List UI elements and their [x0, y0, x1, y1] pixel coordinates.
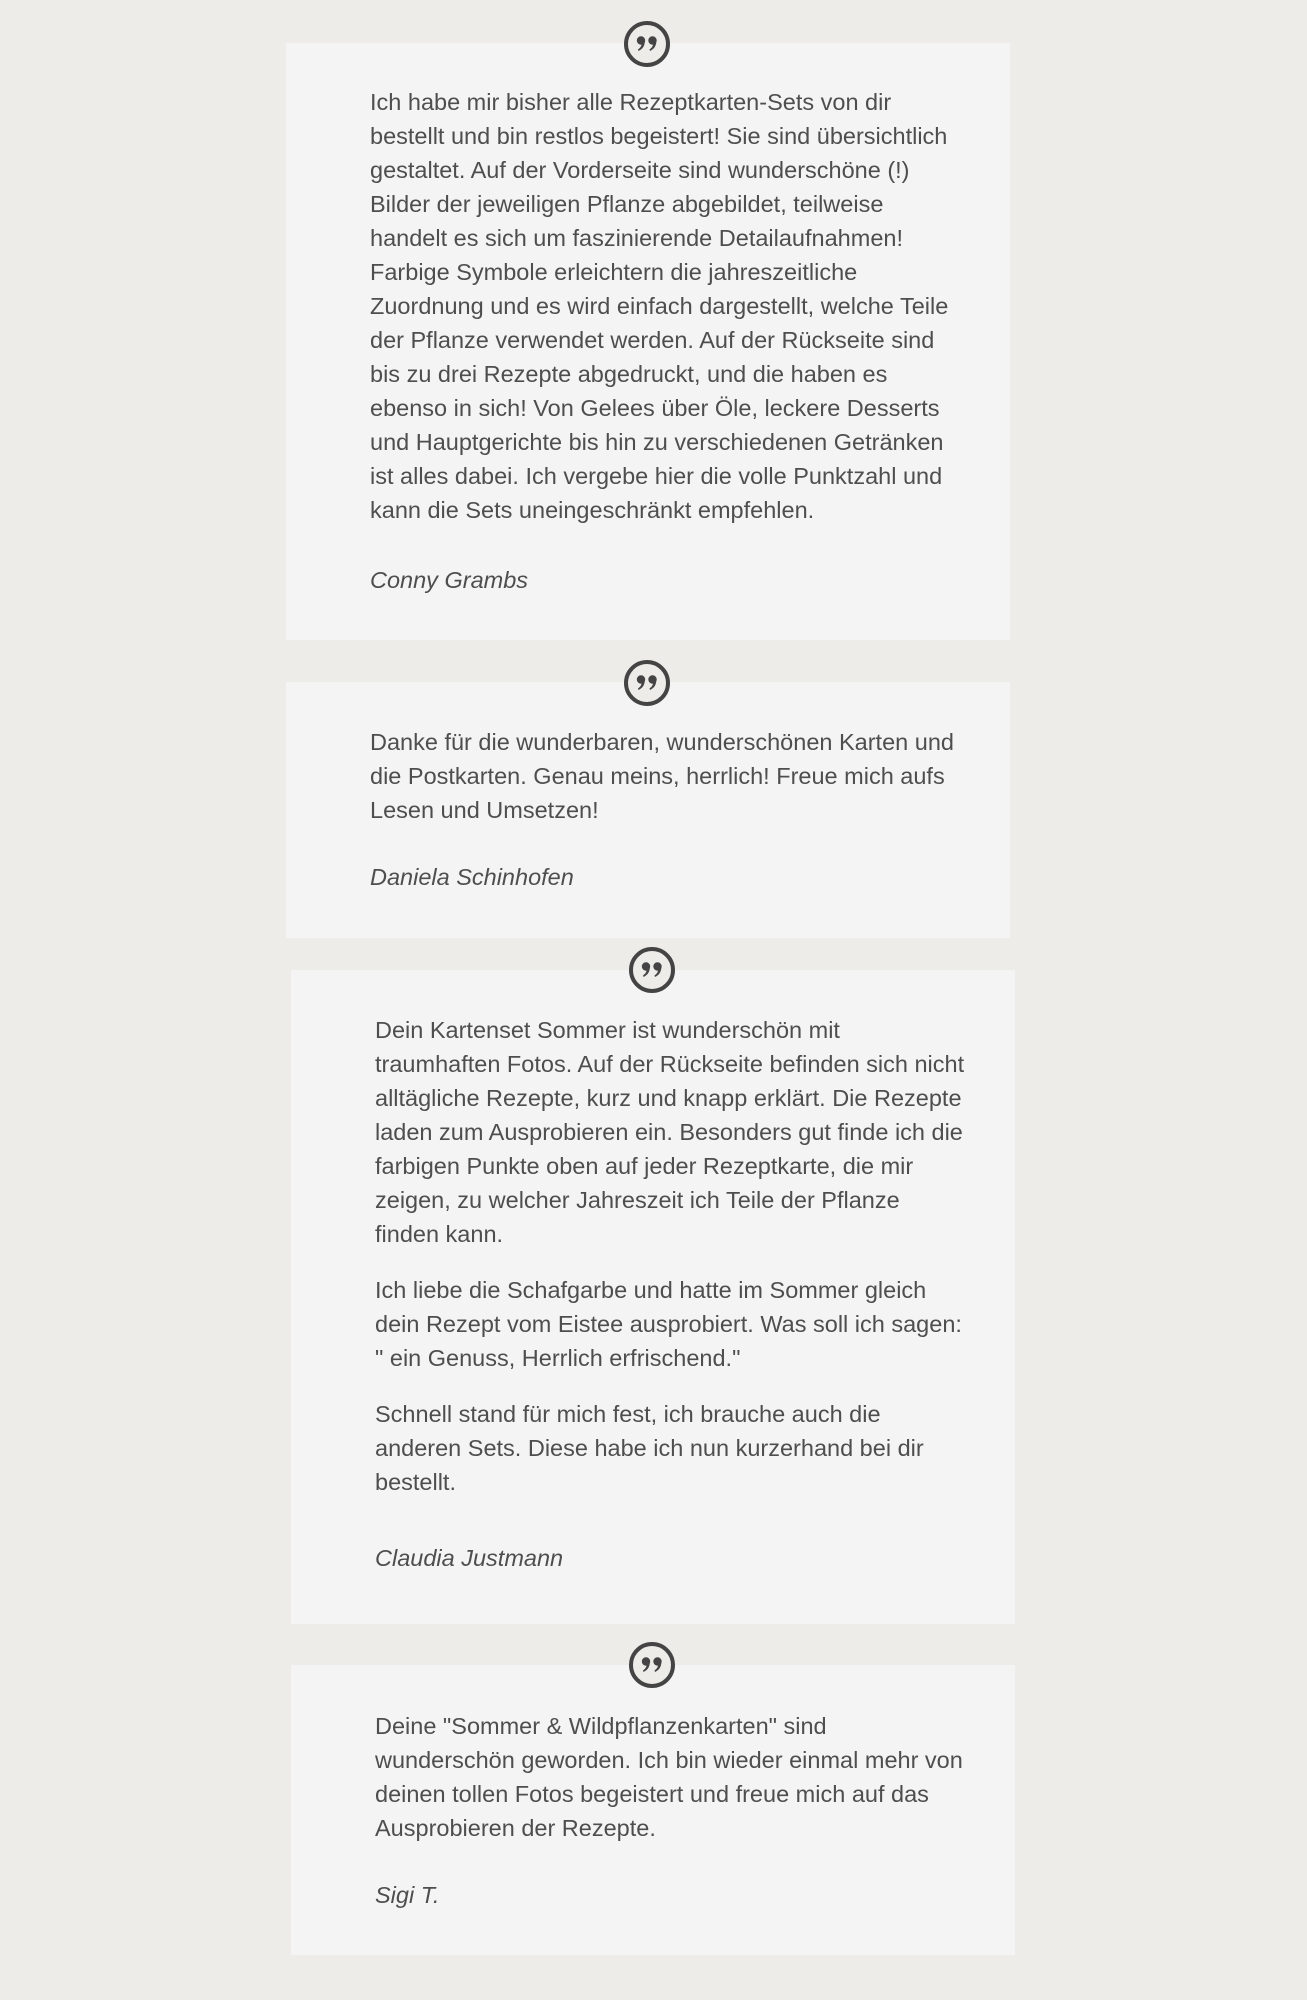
quote-icon	[624, 21, 670, 67]
testimonial-card	[291, 1665, 1015, 1955]
quote-icon	[629, 1642, 675, 1688]
quote-icon	[629, 947, 675, 993]
testimonial-paragraph: Ich liebe die Schafgarbe und hatte im Sommer gleich dein Rezept vom Eistee ausprobiert. Was soll ich sagen: " ein Genuss, Herrlich erfrischend."	[375, 1277, 969, 1371]
testimonial-card	[291, 970, 1015, 1624]
testimonial-author: Sigi T.	[375, 1882, 440, 1908]
testimonial-paragraph: Deine "Sommer & Wildpflanzenkarten" sind wunderschön geworden. Ich bin wieder einmal mehr von deinen tollen Fotos begeistert und freue mich auf das Ausprobieren der Rezepte.	[375, 1713, 970, 1841]
testimonial-card	[286, 43, 1010, 640]
testimonial-paragraph: Schnell stand für mich fest, ich brauche auch die anderen Sets. Diese habe ich nun kurzerhand bei dir bestellt.	[375, 1401, 931, 1495]
testimonial-paragraph: Dein Kartenset Sommer ist wunderschön mit traumhaften Fotos. Auf der Rückseite befinden sich nicht alltägliche Rezepte, kurz und knapp erklärt. Die Rezepte laden zum Ausprobieren ein. Besonders gut finde ich die farbigen Punkte oben auf jeder Rezeptkarte, die mir zeigen, zu welcher Jahreszeit ich Teile der Pflanze finden kann.	[375, 1017, 971, 1247]
testimonial-text	[370, 725, 960, 849]
testimonial-text	[370, 85, 960, 549]
testimonial-paragraph: Ich habe mir bisher alle Rezeptkarten-Sets von dir bestellt und bin restlos begeistert! Sie sind übersichtlich gestaltet. Auf der Vorderseite sind wunderschöne (!) Bilder der jeweiligen Pflanze abgebildet, teilweise handelt es sich um faszinierende Detailaufnahmen! Farbige Symbole erleichtern die jahreszeitliche Zuordnung und es wird einfach dargestellt, welche Teile der Pflanze verwendet werden. Auf der Rückseite sind bis zu drei Rezepte abgedruckt, und die haben es ebenso in sich! Von Gelees über Öle, leckere Desserts und Hauptgerichte bis hin zu verschiedenen Getränken ist alles dabei. Ich vergebe hier die volle Punktzahl und kann die Sets uneingeschränkt empfehlen.	[370, 89, 955, 523]
testimonial-text	[375, 1709, 970, 1867]
testimonial-text	[375, 1013, 970, 1521]
quote-icon	[624, 660, 670, 706]
testimonial-paragraph: Danke für die wunderbaren, wunderschönen Karten und die Postkarten. Genau meins, herrlich! Freue mich aufs Lesen und Umsetzen!	[370, 729, 961, 823]
testimonial-author: Conny Grambs	[370, 567, 529, 593]
testimonial-author: Claudia Justmann	[375, 1545, 564, 1571]
testimonial-card	[286, 682, 1010, 938]
testimonial-author: Daniela Schinhofen	[370, 864, 574, 890]
